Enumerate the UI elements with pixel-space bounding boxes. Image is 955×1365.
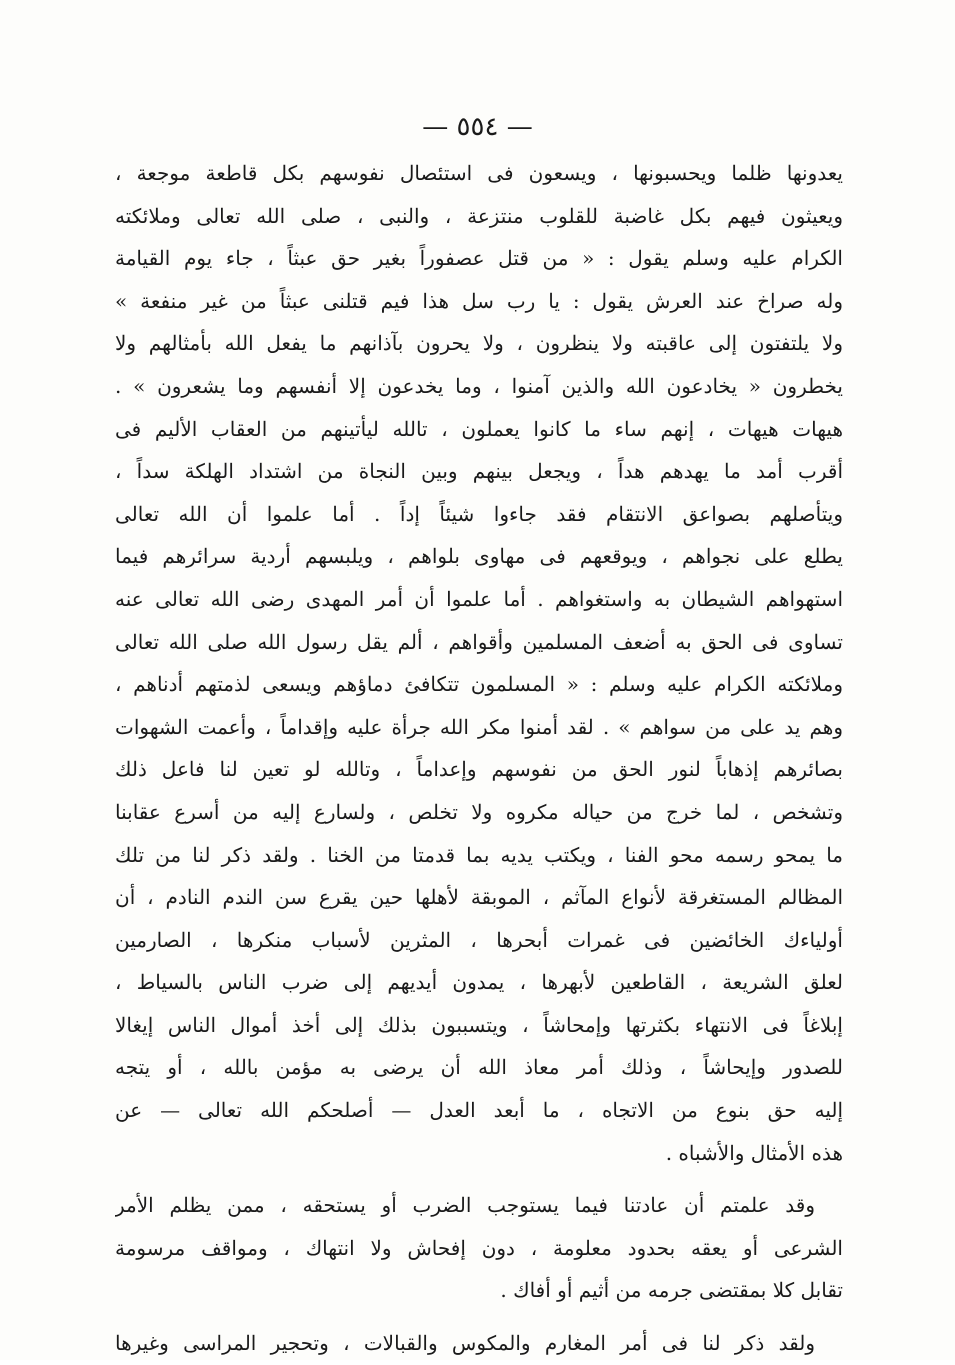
text-line: استهواهم الشيطان به واستغواهم . أما علموا أن أمر المهدى رضى الله تعالى عنه bbox=[115, 586, 843, 611]
text-line: يخطرون « يخادعون الله والذين آمنوا ، وما يخدعون إلا أنفسهم وما يشعرون » . bbox=[115, 373, 843, 398]
text-line: هذه الأمثال والأشباه . bbox=[665, 1140, 843, 1165]
text-line: ولا يلتفتون إلى عاقبته ولا ينظرون ، ولا يحرون بآذانهم ما يفعل الله بأمثالهم ولا bbox=[115, 331, 843, 356]
text-line: الكرام عليه وسلم يقول : « من قتل عصفوراً بغير حق عبثاً ، جاء يوم القيامة bbox=[115, 246, 843, 271]
text-line: يعدونها ظلما ويحسبونها ، ويسعون فى استئصال نفوسهم بكل قاطعة موجعة ، bbox=[115, 161, 843, 185]
text-line: ويتأصلهم بصواعق الانتقام فقد جاءوا شيئاً إداً . أما علموا أن الله تعالى bbox=[115, 501, 843, 526]
text-line: ما يمحو رسمه محو الفنا ، ويكتب يديه بما قدمتا من الخنا . ولقد ذكر لنا من تلك bbox=[115, 842, 843, 867]
text-line: ويعيثون فيهم بكل غاضبة للقلوب منتزعة ، والنبى ، صلى الله تعالى وملائكته bbox=[115, 203, 843, 228]
text-line: تساوى فى الحق به أضعف المسلمين وأقواهم ، ألم يقل رسول الله صلى الله تعالى bbox=[115, 629, 843, 654]
text-line: أقرب أمد ما يهدهم هداً ، ويجعل بينهم وبين النجاة من اشتداد الهلكة سداً ، bbox=[115, 459, 843, 484]
text-line: الشرعى أو يعقه بحدود معلومة ، دون إفحاش ولا انتهاك ، ومواقف مرسومة bbox=[115, 1235, 843, 1260]
text-line: بصائرهم إذهاباً لنور الحق من نفوسهم وإعداماً ، وتالله لو تعين لنا فاعل ذلك bbox=[115, 757, 843, 782]
paragraph-2 bbox=[115, 1184, 843, 1312]
text-line: للصدور وإيحاشاً ، وذلك أمر معاذ الله أن يرضى به مؤمن بالله ، أو يتجه bbox=[115, 1055, 843, 1080]
paragraph-3 bbox=[115, 1322, 843, 1365]
text-line: تقابل كلا بمقتضى جرمه من أثيم أو أفاك . bbox=[500, 1278, 843, 1303]
text-line: أولياءك الخائضين فى غمرات أبحرها ، المثرين لأسباب منكرها ، الصارمين bbox=[115, 927, 843, 952]
text-line: المظالم المستغرقة لأنواع المآثم ، الموبقة لأهلها حين يقرع سن الندم النادم ، أن bbox=[115, 885, 843, 910]
text-line: وهم يد على من سواهم » . لقد أمنوا مكر الله جرأة عليه وإقداماً ، وأعمت الشهوات bbox=[115, 714, 843, 739]
text-line: إبلاغاً فى الانتهاء بكثرتها وإمحاشاً ، ويتسببون بذلك إلى أخذ أموال الناس إيغالا bbox=[115, 1012, 843, 1037]
page-number: — ٥٥٤ — bbox=[422, 112, 533, 142]
text-line: هيهات هيهات ، إنهم ساء ما كانوا يعملون ، تالله ليأتينهم من العقاب الأليم فى bbox=[115, 416, 843, 441]
text-line: وملائكته الكرام عليه وسلم : « المسلمون تتكافئ دماؤهم ويسعى لذمتهم أدناهم ، bbox=[115, 672, 843, 697]
text-line: وتشخص ، لما خرج من حياله مكروه ولا تخلص ، ولسارع إليه من أسرع عقابنا bbox=[115, 799, 843, 824]
body-text bbox=[115, 152, 843, 1365]
text-line: ولقد ذكر لنا فى أمر المغارم والمكوس والقبالات ، وتحجير المراسى وغيرها bbox=[115, 1331, 815, 1356]
text-line: يطلع على نجواهم ، ويوقعهم فى مهاوى بلواهم ، ويلبسهم أردية سرائرهم فيما bbox=[115, 544, 843, 569]
text-line: وله صراخ عند العرش يقول : يا رب سل هذا فيم قتلنى عبثاً من غير منفعة » bbox=[115, 288, 843, 313]
text-line: لعلق الشريعة ، القاطعين لأبهرها ، يمدون أيديهم إلى ضرب الناس بالسياط ، bbox=[115, 970, 843, 995]
text-line: وقد علمتم أن عادتنا فيما يستوجب الضرب أو يستحقه ، ممن يظلم الأمر bbox=[115, 1193, 815, 1218]
paragraph-1 bbox=[115, 152, 843, 1174]
text-line: إليه حق بنوع من الاتجاه ، ما أبعد العدل — أصلحكم الله تعالى — عن bbox=[115, 1098, 843, 1123]
